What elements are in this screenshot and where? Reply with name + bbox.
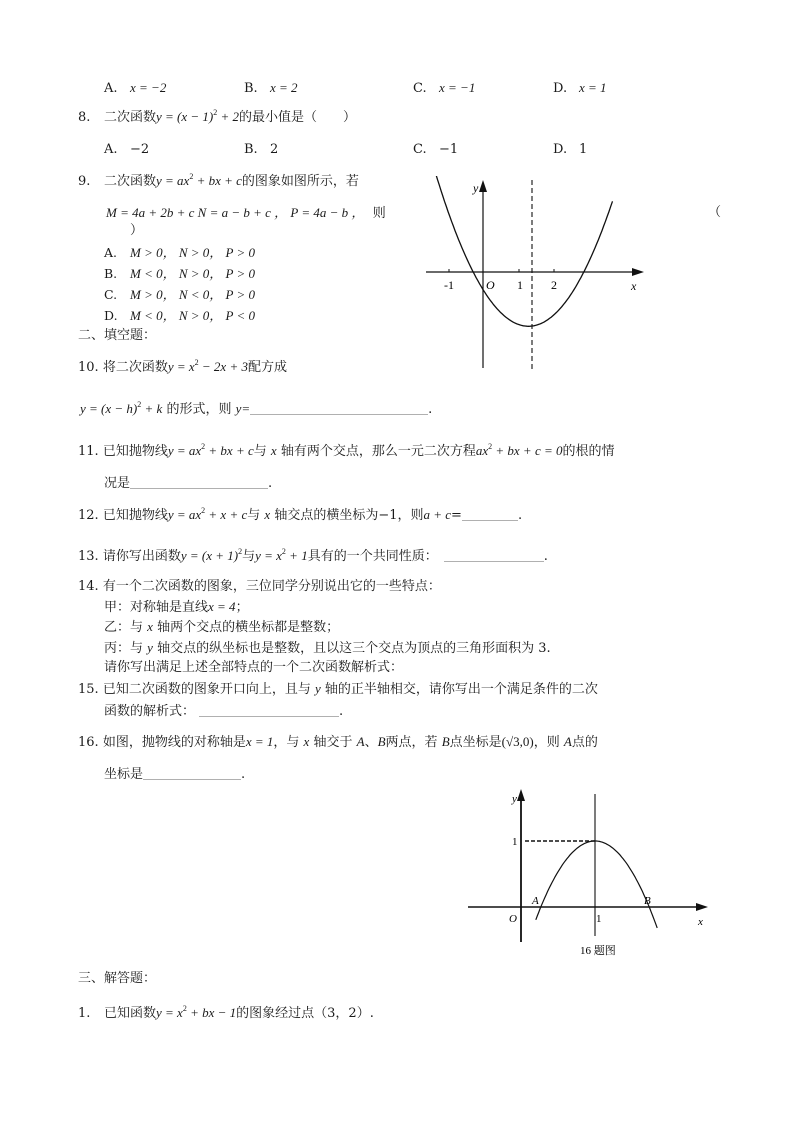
q12-answer-blank[interactable]: [462, 508, 518, 521]
q14-jia: 甲：对称轴是直线x = 4；: [104, 599, 249, 615]
q16-point-a-label: A: [532, 895, 539, 907]
q15-line2: 函数的解析式： .: [104, 704, 344, 719]
q16-point-b-label: B: [644, 895, 651, 907]
q10-answer-blank[interactable]: [250, 402, 428, 415]
q8-option-a: A. −2: [104, 142, 150, 157]
q9-tick-label-neg1: -1: [444, 278, 454, 292]
q16-answer-blank[interactable]: [143, 767, 241, 780]
q10-stem: 10. 将二次函数$y = x^2 - 2x + 3$配方成: [78, 358, 287, 375]
q9-option-d: D. M < 0， N > 0， P < 0: [104, 308, 256, 323]
q16-tick-y-1: 1: [512, 836, 518, 848]
q11-line2: 况是 .: [104, 476, 273, 491]
q9-parabola-graph: [420, 176, 650, 371]
section-3-title: 三、解答题：: [78, 971, 157, 986]
q8-option-b: B. 2: [244, 142, 279, 157]
q11-answer-blank[interactable]: [130, 476, 268, 489]
q14-bing: 丙：与 y 轴交点的纵坐标也是整数，且以这三个交点为顶点的三角形面积为 3.: [104, 640, 551, 656]
q9-stem: 9. 二次函数$y = ax^2$ + bx + c的图象如图所示，若: [78, 172, 359, 189]
q7-option-d: D. x = 1: [553, 80, 607, 96]
q16-tick-x-1: 1: [596, 913, 602, 925]
q14-ask: 请你写出满足上述全部特点的一个二次函数解析式：: [104, 660, 404, 675]
q15-answer-blank[interactable]: [199, 704, 339, 717]
q14-yi: 乙：与 x 轴两个交点的横坐标都是整数；: [104, 619, 340, 635]
q9-option-b: B. M < 0， N > 0， P > 0: [104, 266, 256, 281]
q16-x-label: x: [698, 916, 703, 928]
q9-open-paren: （: [708, 205, 722, 220]
q8-option-c: C. −1: [413, 142, 459, 157]
q9-option-a: A. M > 0， N > 0， P > 0: [104, 245, 256, 260]
q15-stem: 15. 已知二次函数的图象开口向上，且与 y 轴的正半轴相交，请你写出一个满足条件的二次: [78, 681, 598, 697]
q9-y-arrow-icon: [479, 180, 487, 192]
q7-option-c: C. x = −1: [413, 80, 476, 96]
q8-option-d: D. 1: [553, 142, 588, 157]
q16-y-label: y: [512, 793, 517, 805]
p1-stem: 1. 已知函数$y = x^2$ + bx − 1的图象经过点（3，2）.: [78, 1004, 374, 1021]
q14-stem: 14. 有一个二次函数的图象，三位同学分别说出它的一些特点：: [78, 579, 441, 594]
q10-line2: $y = (x - h)^2 + k$ 的形式，则 y= .: [80, 400, 433, 417]
q16-stem: 16. 如图，抛物线的对称轴是x = 1，与 x 轴交于 A、B两点，若 B点坐标是(√3,0)，则 A点的: [78, 734, 598, 750]
q9-tick-label-2: 2: [551, 278, 557, 292]
q9-x-arrow-icon: [632, 268, 644, 276]
section-2-title: 二、填空题：: [78, 328, 157, 343]
q13-answer-blank[interactable]: [444, 549, 544, 562]
q16-line2: 坐标是 .: [104, 767, 246, 782]
q16-y-arrow-icon: [517, 789, 525, 801]
q9-option-c: C. M > 0， N < 0， P > 0: [104, 287, 256, 302]
q8-stem: 8. 二次函数$y = (x - 1)^2 + 2$的最小值是（ ）: [78, 108, 357, 125]
q9-tick-label-1: 1: [517, 278, 523, 292]
q9-origin-label: O: [486, 278, 495, 292]
q7-option-a: A. x = −2: [104, 80, 167, 96]
q16-caption: 16 题图: [580, 945, 616, 957]
q9-parabola-curve: [429, 176, 613, 326]
q13-stem: 13. 请你写出函数$y = (x + 1)^2$与$y = x^2 + 1$具有的一个共同性质： .: [78, 547, 548, 564]
q9-y-label: y: [473, 181, 479, 195]
q16-origin-label: O: [509, 913, 517, 925]
q9-conditions: M = 4a + 2b + c N = a − b + c ， P = 4a − b ， 则: [106, 205, 386, 221]
q9-close-paren: ）: [130, 223, 144, 238]
q12-stem: 12. 已知抛物线$y = ax^2 + x + c$与 x 轴交点的横坐标为−1，则a + c= .: [78, 506, 523, 523]
q16-x-arrow-icon: [696, 903, 708, 911]
q11-stem: 11. 已知抛物线$y = ax^2$ + bx + c与 x 轴有两个交点，那么一元二次方程$ax^2$ + bx + c = 0的根的情: [78, 442, 615, 459]
q7-option-b: B. x = 2: [244, 80, 298, 96]
q9-x-label: x: [631, 279, 637, 293]
q16-parabola-graph: [462, 784, 712, 964]
